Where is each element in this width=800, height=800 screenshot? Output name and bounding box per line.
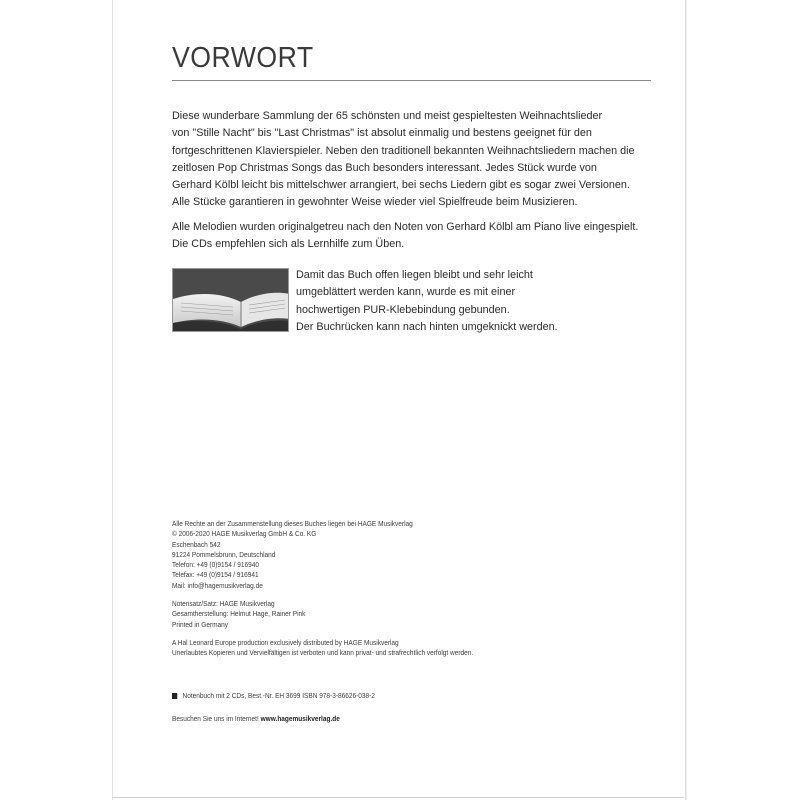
open-book-image [172, 268, 289, 332]
intro-line: Gerhard Kölbl leicht bis mittelschwer arrangiert, bei sechs Liedern gibt es sogar zwei Versionen. [172, 179, 630, 192]
imprint-line: 91224 Pommelsbrunn, Deutschland [172, 549, 276, 559]
credits-line: Notensatz/Satz: HAGE Musikverlag [172, 599, 275, 609]
imprint-line: Telefon: +49 (0)9154 / 916940 [172, 560, 259, 570]
intro-line: Diese wunderbare Sammlung der 65 schönsten und meist gespieltesten Weihnachtslieder [172, 110, 603, 122]
melodies-line: Alle Melodien wurden originalgetreu nach den Noten von Gerhard Kölbl am Piano live eingespielt. [172, 221, 639, 233]
imprint-line: Alle Rechte an der Zusammenstellung dieses Buches liegen bei HAGE Musikverlag [172, 519, 413, 528]
imprint-block [172, 519, 594, 659]
credits-line: Printed in Germany [172, 619, 229, 629]
spacer [172, 591, 594, 599]
page-bottom-edge [112, 797, 684, 798]
imprint-line: Mail: info@hagemusikverlag.de [172, 580, 263, 590]
intro-paragraph [172, 108, 652, 212]
legal-line: A Hal Leonard Europe production exclusively distributed by HAGE Musikverlag [172, 637, 399, 647]
imprint-line: Eschenbach 542 [172, 539, 221, 549]
melodies-paragraph [172, 219, 652, 254]
website-link[interactable]: www.hagemusikverlag.de [260, 714, 340, 723]
isbn-text: Notenbuch mit 2 CDs, Best.-Nr. EH 3699 ISBN 978-3-86626-038-2 [182, 691, 375, 700]
title-divider [172, 80, 651, 81]
binding-line: hochwertigen PUR-Klebebindung gebunden. [296, 303, 510, 316]
legal-line: Unerlaubtes Kopieren und Vervielfältigen ist verboten und kann privat- und strafrechtlich verfolgt werden. [172, 648, 474, 658]
intro-line: von "Stille Nacht" bis "Last Christmas" ist absolut einmalig und bestens geeignet für den [172, 127, 592, 140]
binding-line: umgeblättert werden kann, wurde es mit einer [296, 286, 516, 299]
melodies-line: Die CDs empfehlen sich als Lernhilfe zum Üben. [172, 238, 405, 251]
intro-line: zeitlosen Pop Christmas Songs das Buch besonders interessant. Jedes Stück wurde von [172, 161, 597, 174]
binding-paragraph [296, 267, 596, 336]
website-line [172, 714, 340, 724]
isbn-line [172, 691, 375, 701]
square-bullet-icon [172, 693, 177, 699]
binding-line: Der Buchrücken kann nach hinten umgeknickt werden. [296, 320, 558, 333]
imprint-line: © 2006-2020 HAGE Musikverlag GmbH & Co. KG [172, 529, 317, 539]
intro-line: fortgeschrittenen Klavierspieler. Neben den traditionell bekannten Weihnachtsliedern machen die [172, 144, 635, 157]
spacer [172, 630, 594, 638]
binding-line: Damit das Buch offen liegen bleibt und sehr leicht [296, 269, 533, 281]
website-prefix: Besuchen Sie uns im Internet! [172, 714, 261, 723]
intro-line: Alle Stücke garantieren in gewohnter Weise wieder viel Spielfreude beim Musizieren. [172, 196, 578, 209]
page-title: VORWORT [172, 42, 314, 74]
imprint-line: Telefax: +49 (0)9154 / 916941 [172, 570, 259, 580]
credits-line: Gesamtherstellung: Helmut Hage, Rainer Pink [172, 609, 306, 619]
